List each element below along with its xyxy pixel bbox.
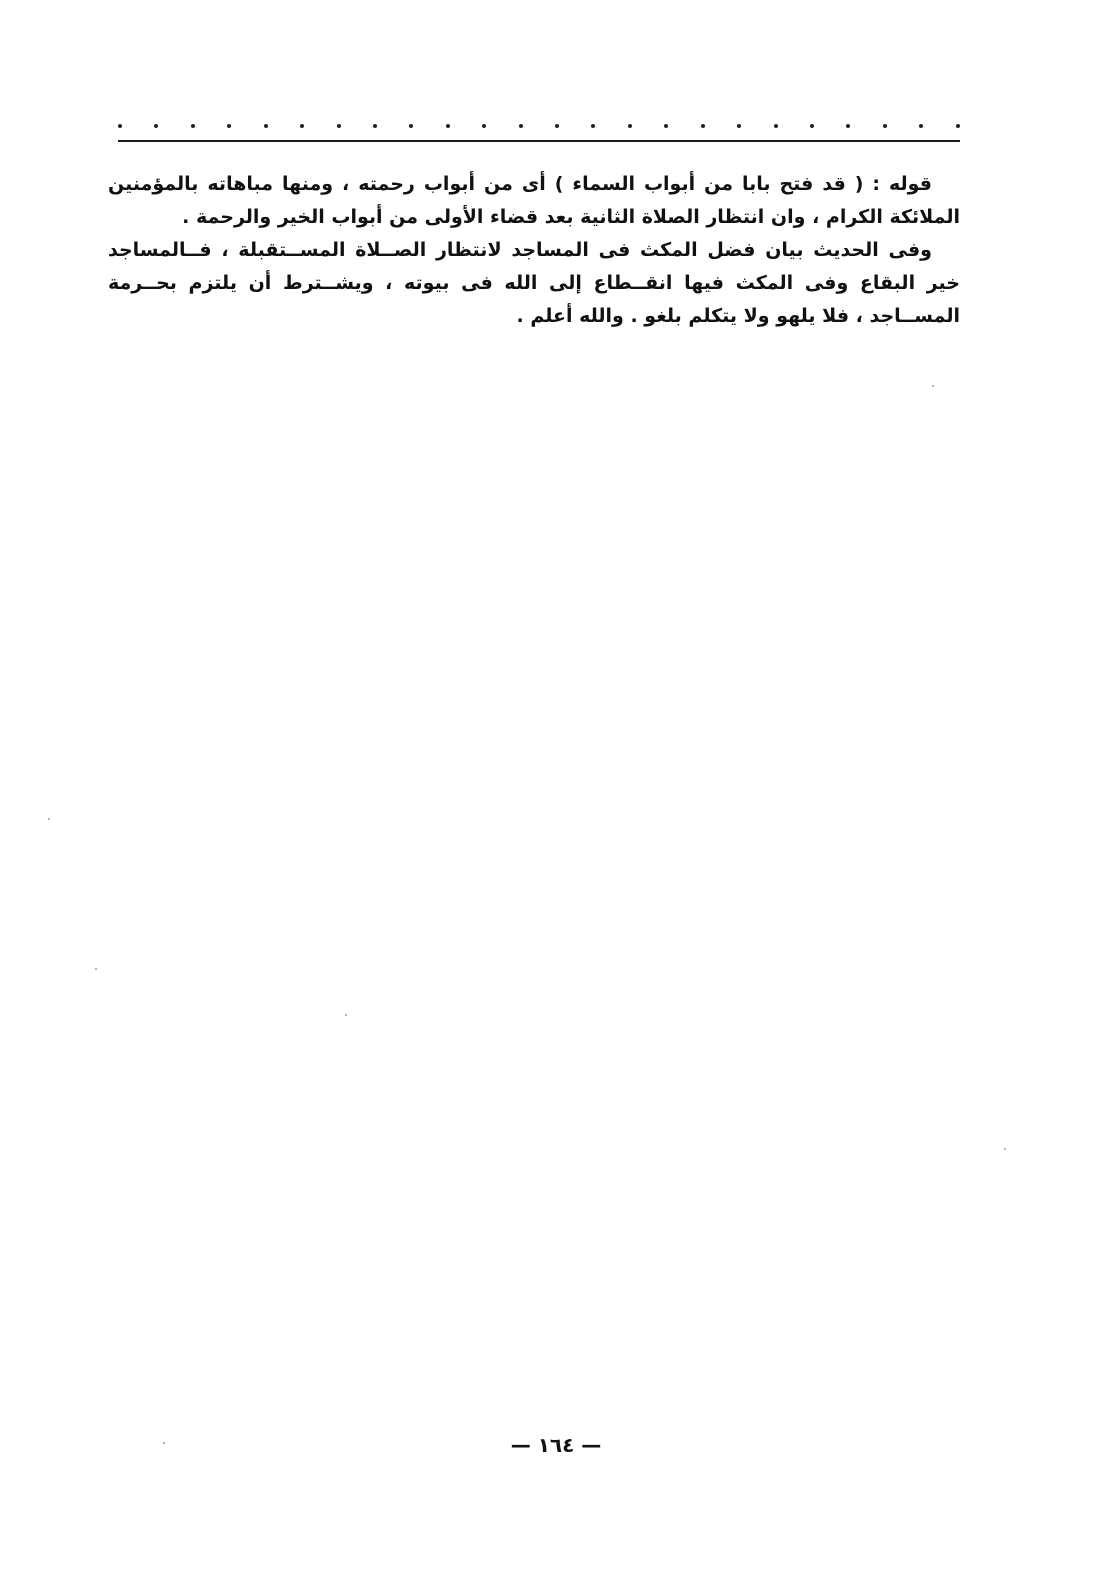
header-ornament-dots (118, 118, 960, 134)
ornament-dot (191, 124, 195, 128)
scan-speck (95, 968, 97, 970)
ornament-dot (810, 124, 814, 128)
ornament-dot (446, 124, 450, 128)
ornament-dot (701, 124, 705, 128)
body-text (108, 168, 960, 333)
scan-speck (48, 818, 50, 820)
ornament-dot (628, 124, 632, 128)
paragraph-1: قوله : ( قد فتح بابا من أبواب السماء ) أى من أبواب رحمته ، ومنها مباهاته بالمؤمنين الملائكة الكرام ، وان انتظار الصلاة الثانية بعد قضاء الأولى من أبواب الخير والرحمة . (108, 173, 960, 228)
ornament-dot (555, 124, 559, 128)
ornament-dot (956, 124, 960, 128)
scan-speck (163, 1442, 165, 1444)
paragraph-2: وفى الحديث بيان فضل المكث فى المساجد لانتظار الصــلاة المســتقبلة ، فــالمساجد خير البقاع وفى المكث فيها انقــطاع إلى الله فى بيوته ، ويشــترط أن يلتزم بحــرمة المســاجد ، فلا يلهو ولا يتكلم بلغو . والله أعلم . (108, 239, 960, 327)
page-number: — ١٦٤ — (510, 1433, 602, 1457)
ornament-dot (737, 124, 741, 128)
ornament-dot (774, 124, 778, 128)
ornament-dot (264, 124, 268, 128)
ornament-dot (227, 124, 231, 128)
ornament-dot (519, 124, 523, 128)
ornament-dot (337, 124, 341, 128)
ornament-dot (664, 124, 668, 128)
scan-speck (345, 1014, 347, 1016)
ornament-dot (919, 124, 923, 128)
ornament-dot (846, 124, 850, 128)
scan-speck (1004, 1148, 1006, 1150)
ornament-dot (409, 124, 413, 128)
ornament-dot (154, 124, 158, 128)
ornament-dot (373, 124, 377, 128)
ornament-dot (591, 124, 595, 128)
scan-speck (932, 385, 934, 387)
ornament-dot (118, 124, 122, 128)
ornament-dot (482, 124, 486, 128)
header-rule (118, 140, 960, 142)
ornament-dot (883, 124, 887, 128)
ornament-dot (300, 124, 304, 128)
